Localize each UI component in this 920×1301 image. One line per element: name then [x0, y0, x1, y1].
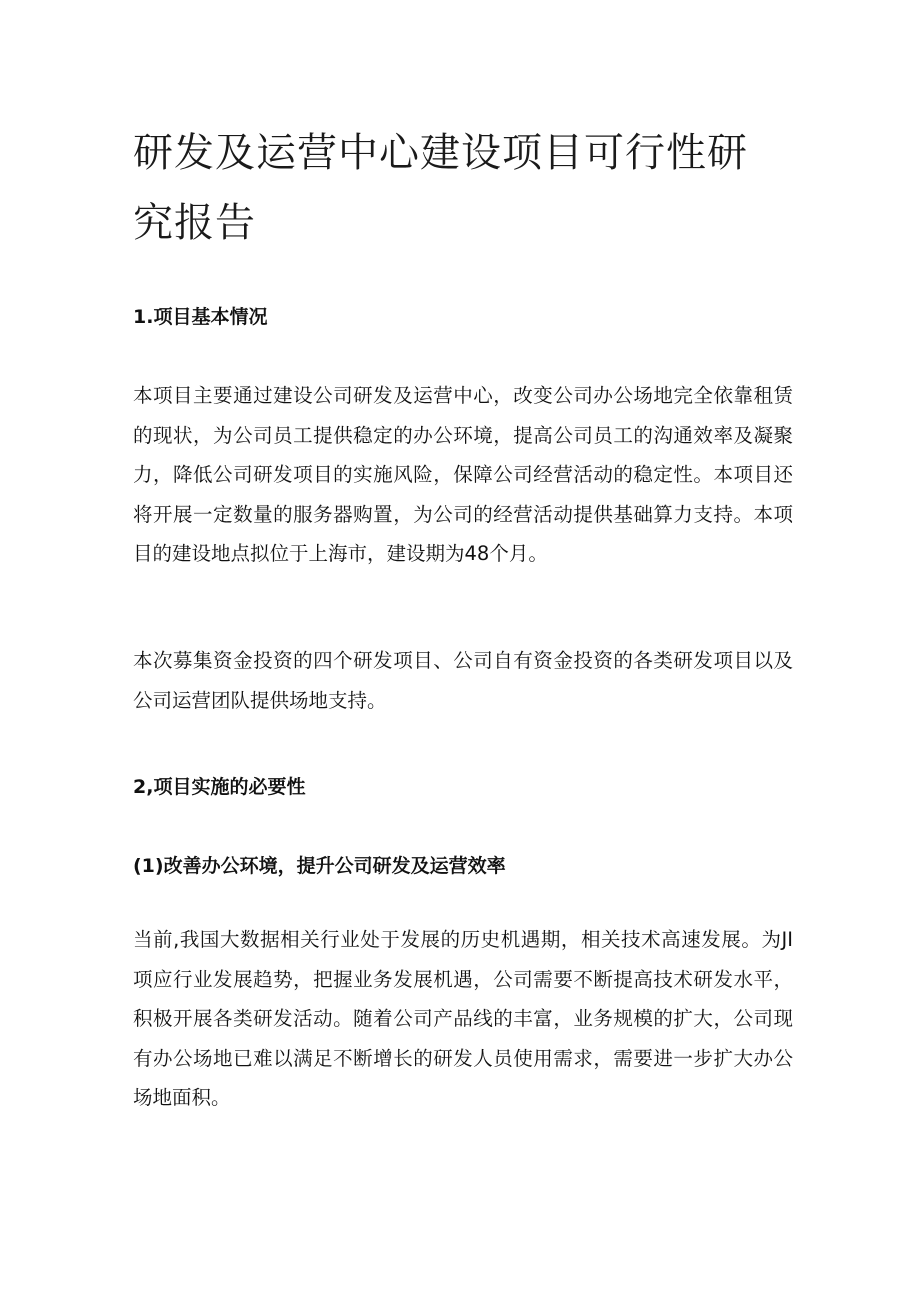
section-heading-basic-info: 1.项目基本情况	[133, 306, 268, 328]
document-title: 研发及运营中心建设项目可行性研究报告	[133, 130, 748, 246]
subsection-heading-office-environment: (1)改善办公环境，提升公司研发及运营效率	[133, 855, 506, 877]
paragraph-office-environment: 当前,我国大数据相关行业处于发展的历史机遇期，相关技术高速发展。为JI项应行业发展趋势，把握业务发展机遇，公司需要不断提高技术研发水平，积极开展各类研发活动。随着公司产品线的丰富，业务规模的扩大，公司现有办公场地已难以满足不断增长的研发人员使用需求，需要进一步扩大办公场地面积。	[133, 928, 793, 1109]
paragraph-site-support: 本次募集资金投资的四个研发项目、公司自有资金投资的各类研发项目以及公司运营团队提供场地支持。	[133, 649, 793, 712]
paragraph-basic-info: 本项目主要通过建设公司研发及运营中心，改变公司办公场地完全依靠租赁的现状，为公司员工提供稳定的办公环境，提高公司员工的沟通效率及凝聚力，降低公司研发项目的实施风险，保障公司经营活动的稳定性。本项目还将开展一定数量的服务器购置，为公司的经营活动提供基础算力支持。本项目的建设地点拟位于上海市，建设期为48个月。	[133, 384, 793, 565]
section-heading-necessity: 2,项目实施的必要性	[133, 776, 306, 798]
